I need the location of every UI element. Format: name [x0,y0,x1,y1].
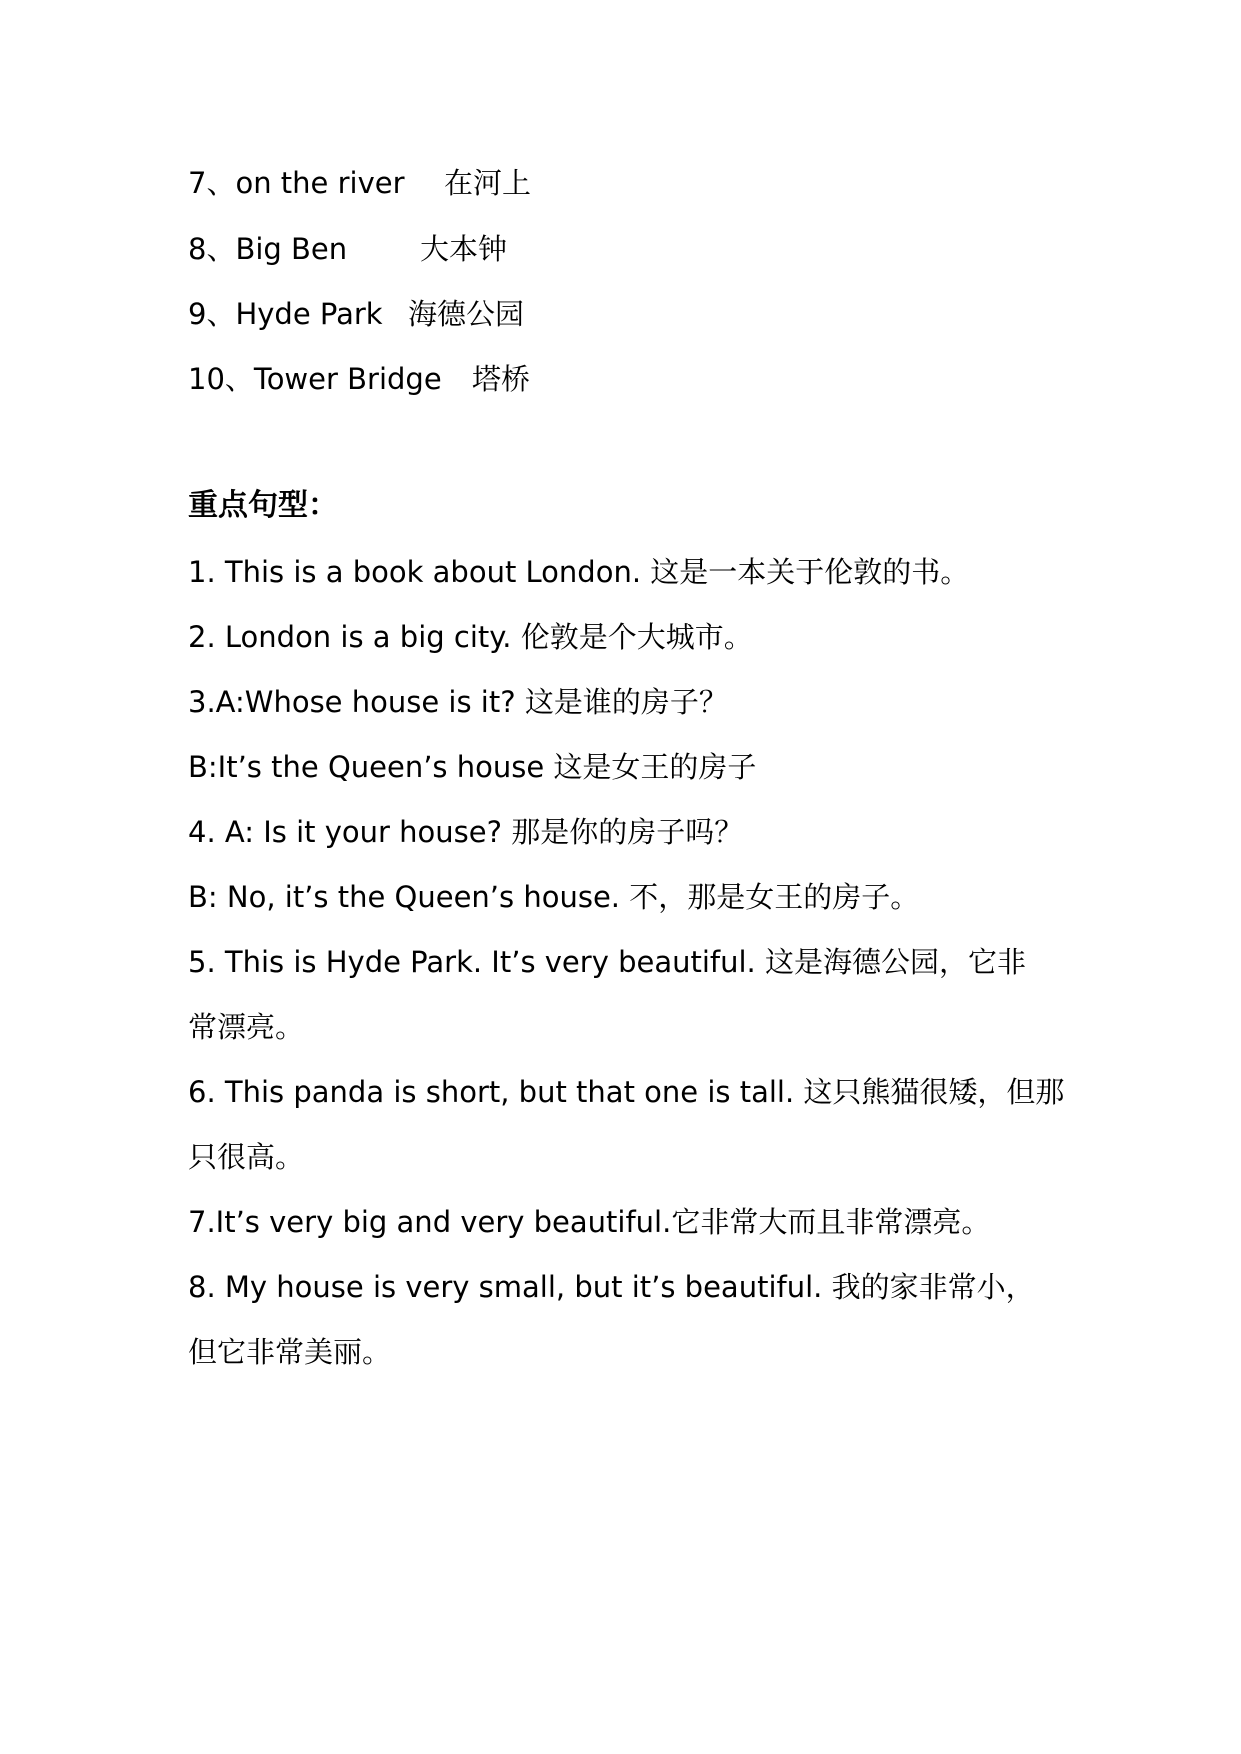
vocab-english: 7、on the river [188,166,405,200]
sentence-line: 5. This is Hyde Park. It’s very beautiful. 这是海德公园，它非 [188,945,1026,979]
sentence-line: B: No, it’s the Queen’s house. 不，那是女王的房子。 [188,880,920,914]
sentence-line: 8. My house is very small, but it’s beautiful. 我的家非常小， [188,1270,1035,1304]
vocab-english: 10、Tower Bridge [188,362,442,396]
vocab-item [188,359,530,399]
vocab-item [188,294,524,334]
sentence-line: 1. This is a book about London. 这是一本关于伦敦的书。 [188,555,970,589]
section-heading: 重点句型： [188,488,338,523]
vocab-chinese: 海德公园 [408,297,525,331]
sentence-line: B:It’s the Queen’s house 这是女王的房子 [188,750,757,784]
sentence-line: 只很高。 [188,1140,305,1174]
sentence-line: 6. This panda is short, but that one is tall. 这只熊猫很矮，但那 [188,1075,1065,1109]
sentence-line: 但它非常美丽。 [188,1335,392,1369]
vocab-item [188,229,507,269]
sentence-line: 4. A: Is it your house? 那是你的房子吗？ [188,815,744,849]
vocab-chinese: 大本钟 [420,232,508,266]
sentence-line: 2. London is a big city. 伦敦是个大城市。 [188,620,753,654]
sentence-line: 3.A:Whose house is it? 这是谁的房子？ [188,685,728,719]
vocab-item [188,163,531,203]
vocab-english: 9、Hyde Park [188,297,383,331]
vocab-chinese: 塔桥 [472,362,531,396]
sentence-line: 常漂亮。 [188,1010,305,1044]
vocab-english: 8、Big Ben [188,232,348,266]
vocab-chinese: 在河上 [444,166,532,200]
sentence-line: 7.It’s very big and very beautiful.它非常大而且非常漂亮。 [188,1205,991,1239]
